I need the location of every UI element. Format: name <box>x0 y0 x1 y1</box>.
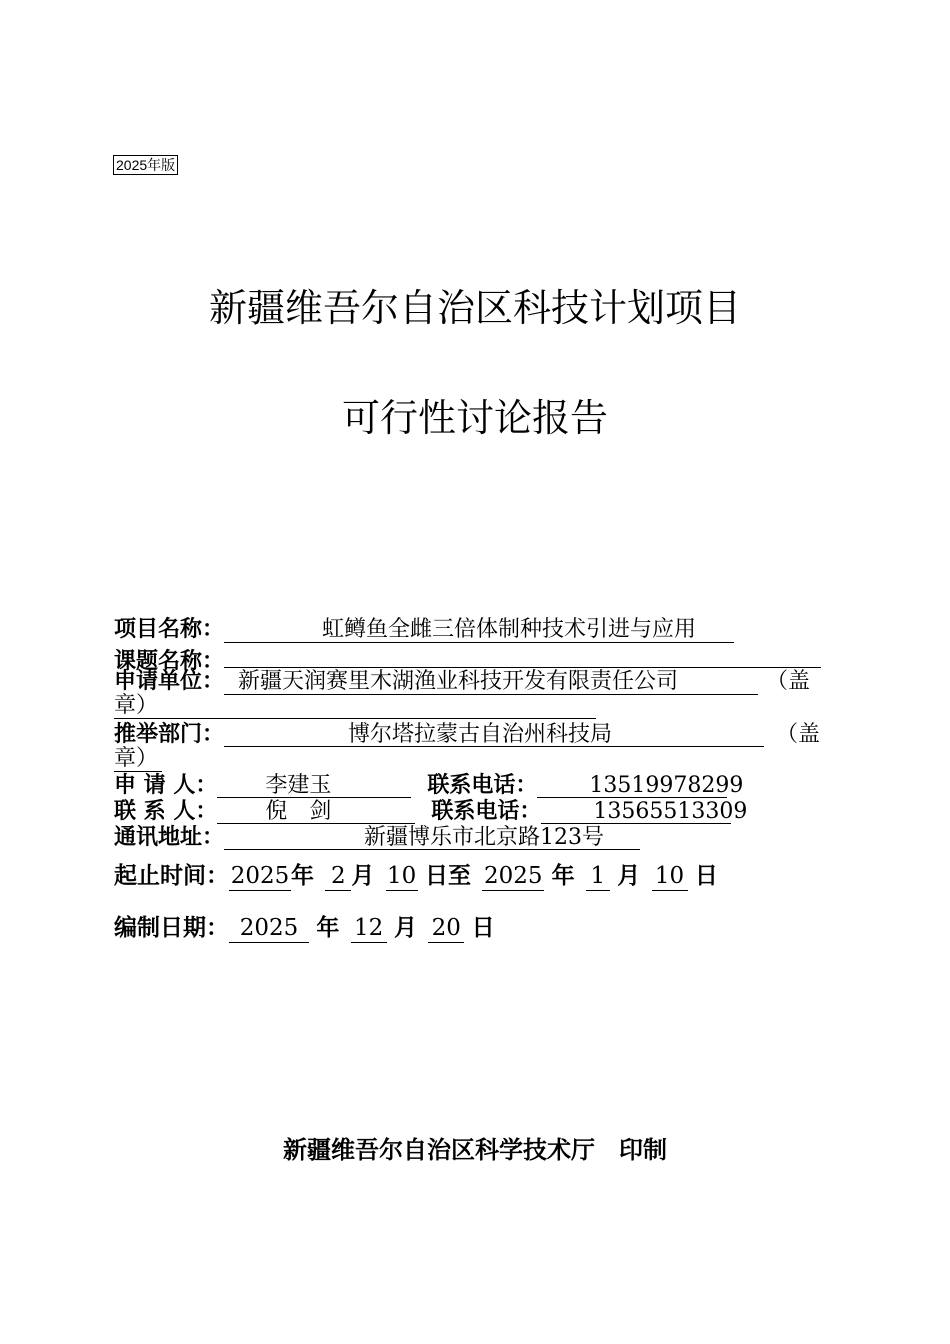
compile-day-field[interactable]: 20 <box>428 914 464 943</box>
seal-note-end-2: 章） <box>114 746 162 772</box>
seal-note-end: 章） <box>114 693 596 719</box>
end-year-field[interactable]: 2025 <box>483 863 543 889</box>
version-label: 2025年版 <box>113 155 178 175</box>
topic-name-field[interactable] <box>224 643 821 668</box>
start-month-field[interactable]: 2 <box>325 862 351 891</box>
start-year-field[interactable]: 2025 <box>230 863 290 889</box>
project-name-field[interactable] <box>224 618 734 643</box>
contact-field[interactable]: 倪 剑 <box>217 800 415 824</box>
start-day-field[interactable]: 10 <box>386 863 417 889</box>
compile-day-char: 日 <box>471 915 495 941</box>
end-month-char: 月 <box>617 863 641 889</box>
contact-phone-label: 联系电话： <box>431 799 542 824</box>
recommend-dept-row <box>114 722 844 747</box>
applicant-unit-row-cont <box>114 693 844 719</box>
seal-note: （盖 <box>766 669 811 694</box>
compile-year-char: 年 <box>316 915 340 941</box>
applicant-unit-label: 申请单位： <box>114 669 225 694</box>
contact-row <box>114 799 844 824</box>
end-month-field[interactable]: 1 <box>586 862 610 891</box>
recommend-dept-label: 推举部门： <box>114 722 225 747</box>
applicant-field[interactable]: 李建玉 <box>217 774 411 798</box>
topic-name-label: 课题名称： <box>114 649 225 674</box>
end-year-char: 年 <box>551 863 575 889</box>
compile-year-field[interactable]: 2025 <box>229 914 309 943</box>
contact-label: 联 系 人： <box>114 799 218 824</box>
project-name-label: 项目名称： <box>114 617 225 642</box>
start-month-char: 月 <box>351 863 375 889</box>
applicant-unit-field[interactable]: 新疆天润赛里木湖渔业科技开发有限责任公司 <box>224 670 758 695</box>
issuer-footer: 新疆维吾尔自治区科学技术厅 印制 <box>283 1136 667 1164</box>
recommend-dept-row-cont <box>114 746 844 772</box>
compile-month-char: 月 <box>393 915 417 941</box>
applicant-row <box>114 773 844 798</box>
start-year-char: 年 <box>291 863 314 889</box>
compile-date-row <box>114 914 495 943</box>
document-subtitle: 可行性讨论报告 <box>341 396 608 440</box>
applicant-unit-row <box>114 669 844 695</box>
compile-date-label: 编制日期： <box>114 915 229 941</box>
end-day-char: 日 <box>694 863 718 889</box>
end-day-field[interactable]: 10 <box>652 862 688 891</box>
applicant-phone-field[interactable]: 13519978299 <box>537 774 727 798</box>
compile-month-field[interactable]: 12 <box>351 914 387 943</box>
applicant-phone-label: 联系电话： <box>427 773 538 798</box>
applicant-label: 申 请 人： <box>114 773 218 798</box>
address-row <box>114 825 844 850</box>
seal-note-2: （盖 <box>776 722 821 747</box>
start-day-char: 日至 <box>424 863 471 889</box>
project-name-row <box>114 617 844 643</box>
period-row <box>114 862 718 891</box>
contact-phone-field[interactable]: 13565513309 <box>541 800 731 824</box>
period-label: 起止时间： <box>114 863 229 889</box>
address-label: 通讯地址： <box>114 825 225 850</box>
recommend-dept-field[interactable]: 博尔塔拉蒙古自治州科技局 <box>224 723 764 747</box>
document-title: 新疆维吾尔自治区科技计划项目 <box>208 286 741 330</box>
project-name-value: 虹鳟鱼全雌三倍体制种技术引进与应用 <box>322 617 697 642</box>
address-field[interactable]: 新疆博乐市北京路123号 <box>224 826 640 850</box>
